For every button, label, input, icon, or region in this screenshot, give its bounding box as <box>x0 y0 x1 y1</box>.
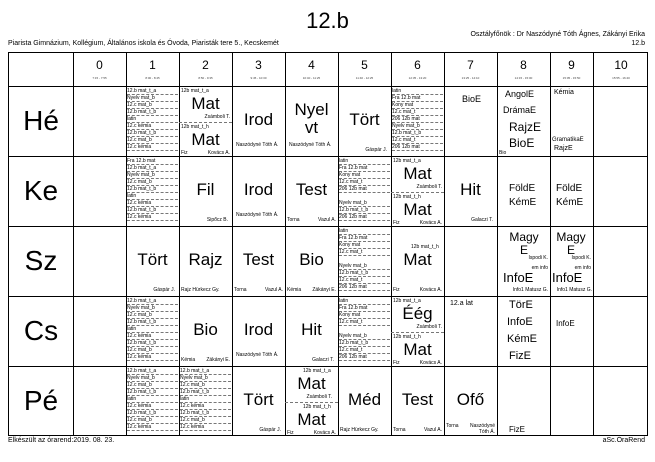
lesson-teacher: Galaczi T. <box>312 357 334 363</box>
lesson-teacher: Gáspár J. <box>153 287 175 293</box>
mini-lesson: 12.b mat_t_b <box>127 109 178 116</box>
lesson-subject: FizE <box>509 425 525 434</box>
period-header: 1 <box>149 58 156 72</box>
day-label: Cs <box>23 315 59 346</box>
mini-lesson: 12.c mat_t <box>339 249 390 256</box>
lesson-subject: Magy E <box>509 230 539 257</box>
lesson-group: 12b mat_t_a <box>181 88 209 94</box>
lesson-group: 12b mat_t_h <box>393 334 421 340</box>
period-time: 10:40 - 11:25 <box>302 76 321 80</box>
lesson-teacher: Zsámboli T. <box>416 184 442 190</box>
lesson-room: Kémia <box>181 357 196 363</box>
lesson-subject: Mat <box>191 130 220 149</box>
day-label: Sz <box>24 245 58 276</box>
period-header: 5 <box>361 58 368 72</box>
lesson-subject: Test <box>242 250 275 269</box>
mini-lesson: Kony mat <box>339 242 390 249</box>
mini-lesson: latin <box>127 116 178 123</box>
lesson-cell[interactable] <box>391 87 444 156</box>
lesson-teacher: Zsámboli T. <box>204 114 230 120</box>
mini-lesson: 12.b mat_t_b <box>127 340 178 347</box>
lesson-room: Torna <box>446 423 459 429</box>
lesson-subject: TörE <box>509 299 533 311</box>
footer-created: Elkészült az órarend:2019. 08. 23. <box>8 437 115 444</box>
mini-lesson: 12.c kémia <box>127 144 178 151</box>
lesson-subject: KémE <box>556 197 584 208</box>
period-time: 8:50 - 9:35 <box>198 76 213 80</box>
lesson-cell[interactable] <box>391 297 444 331</box>
lesson-subject: BioE <box>509 136 535 150</box>
mini-lesson: 12.c kémia <box>180 403 231 410</box>
lesson-subject: InfoE <box>507 316 533 328</box>
mini-lesson: 206 12b mat <box>339 214 390 221</box>
mini-lesson: Nyelv mat_b <box>127 375 178 382</box>
lesson-subject: Test <box>401 390 434 409</box>
mini-lesson: 12.c mat_b <box>127 417 178 424</box>
lesson-subject: InfoE <box>503 270 534 285</box>
lesson-teacher: Info1 Matusz G. <box>512 287 548 293</box>
lesson-group: em info <box>531 265 548 271</box>
class-teachers: Osztályfőnök : Dr Naszódyné Tóth Ágnes, Zákányi Erika <box>470 31 645 38</box>
lesson-subject: FöldE <box>556 183 583 194</box>
period-time: 15:05 - 15:50 <box>562 76 581 80</box>
mini-lesson: 12.c kémia <box>127 200 178 207</box>
mini-lesson: 12.c mat_b <box>127 179 178 186</box>
lesson-room: Torna <box>234 287 247 293</box>
lesson-cell[interactable] <box>550 87 593 156</box>
lesson-cell[interactable] <box>497 87 550 156</box>
lesson-cell[interactable] <box>179 87 232 121</box>
mini-lesson: Kony mat <box>339 312 390 319</box>
lesson-subject: GramatikaE <box>552 137 584 143</box>
mini-lesson: 12.c kémia <box>127 424 178 431</box>
lesson-subject: Irod <box>243 110 274 129</box>
mini-lesson: 12.b mat_t_b <box>392 130 443 137</box>
mini-lesson: 12.c mat_t <box>339 347 390 354</box>
mini-lesson: latin <box>339 298 390 305</box>
mini-lesson: 12.b mat_t_a <box>127 368 178 375</box>
lesson-group: 12b mat_t_h <box>181 124 209 130</box>
mini-lesson: 12.b mat_t_b <box>180 410 231 417</box>
period-time: 15:55 - 16:40 <box>612 76 630 80</box>
lesson-cell[interactable] <box>391 157 444 191</box>
day-label: Hé <box>23 105 59 136</box>
mini-lesson: latin <box>339 158 390 165</box>
period-header: 2 <box>202 58 209 72</box>
mini-lesson: Nyelv mat_b <box>339 200 390 207</box>
lesson-subject: Magy E <box>556 230 586 257</box>
lesson-cell[interactable] <box>126 367 179 436</box>
lesson-cell[interactable] <box>338 87 391 156</box>
mini-lesson: 12.b mat_t_a <box>127 88 178 95</box>
period-header: 3 <box>255 58 262 72</box>
lesson-cell[interactable] <box>550 227 593 296</box>
mini-lesson: 12.b mat_t_b <box>339 340 390 347</box>
lesson-subject: Tört <box>137 250 168 269</box>
mini-lesson: latin <box>339 228 390 235</box>
lesson-cell[interactable] <box>497 157 550 226</box>
lesson-cell[interactable] <box>338 227 391 296</box>
lesson-teacher: Naszódyné Tóth Á. <box>236 142 279 148</box>
lesson-cell[interactable] <box>126 297 179 366</box>
lesson-subject: Mat <box>191 94 220 113</box>
period-time: 8:00 - 8:45 <box>145 76 160 80</box>
lesson-cell[interactable] <box>391 192 444 227</box>
lesson-subject: InfoE <box>556 319 575 328</box>
lesson-cell[interactable] <box>179 297 232 366</box>
mini-lesson: latin <box>127 326 178 333</box>
lesson-subject: Mat <box>403 340 432 359</box>
lesson-teacher: Kovács A. <box>419 287 442 293</box>
period-header: 9 <box>568 58 575 72</box>
lesson-subject: Mat <box>403 250 432 269</box>
mini-lesson: Fra 12.b mat <box>392 95 443 102</box>
mini-lesson: 12.c mat_b <box>180 417 231 424</box>
lesson-cell[interactable] <box>232 297 285 366</box>
lesson-cell[interactable] <box>179 122 232 157</box>
mini-lesson: Nyelv mat_b <box>127 172 178 179</box>
lesson-cell[interactable] <box>444 367 497 436</box>
mini-lesson: 206 12b mat <box>392 116 443 123</box>
mini-lesson: 12.c mat_t <box>392 109 443 116</box>
lesson-cell[interactable] <box>391 332 444 367</box>
period-time: 7:15 - 7:55 <box>92 76 107 80</box>
lesson-teacher: Naszódyné Tóth Á. <box>236 212 279 218</box>
mini-lesson: 12.c mat_b <box>180 382 231 389</box>
mini-lesson: 12.c mat_b <box>127 312 178 319</box>
mini-lesson: 12.c mat_t <box>392 137 443 144</box>
lesson-subject: Nyel vt <box>294 100 329 137</box>
mini-lesson: latin <box>127 193 178 200</box>
period-time: 13:25 - 14:10 <box>461 76 480 80</box>
lesson-subject: KémE <box>507 333 537 345</box>
lesson-teacher: Gáspár J. <box>259 427 281 433</box>
lesson-subject: Hit <box>460 180 481 199</box>
lesson-room: Fiz <box>393 287 400 293</box>
lesson-teacher: Gáspár J. <box>365 147 387 153</box>
lesson-cell[interactable] <box>338 367 391 436</box>
lesson-cell[interactable] <box>285 402 338 437</box>
lesson-group: 12b mat_t_a <box>393 298 421 304</box>
lesson-cell[interactable] <box>126 157 179 226</box>
lesson-room: Fiz <box>393 360 400 366</box>
period-header: 0 <box>96 58 103 72</box>
mini-lesson: 12.b mat_t_b <box>127 207 178 214</box>
header-info <box>470 30 645 48</box>
lesson-subject: Tört <box>243 390 274 409</box>
mini-lesson: latin <box>180 396 231 403</box>
lesson-group: em info <box>574 265 591 271</box>
day-label: Ke <box>23 175 59 206</box>
period-header: 8 <box>520 58 527 72</box>
lesson-subject: Bio <box>193 320 218 339</box>
timetable-grid <box>8 52 648 436</box>
lesson-room: Torna <box>393 427 406 433</box>
mini-lesson: 12.c mat_t <box>339 319 390 326</box>
mini-lesson: 12.c kémia <box>127 354 178 361</box>
mini-lesson: Nyelv mat_b <box>339 263 390 270</box>
lesson-teacher: Naszódyné Tóth Á. <box>289 142 332 148</box>
lesson-subject: Irod <box>243 320 274 339</box>
mini-lesson: 12.c mat_b <box>127 382 178 389</box>
mini-lesson: 12.b mat_t_b <box>339 207 390 214</box>
lesson-cell[interactable] <box>179 227 232 296</box>
mini-lesson: Nyelv mat_b <box>339 333 390 340</box>
lesson-cell[interactable] <box>338 297 391 366</box>
school-name: Piarista Gimnázium, Kollégium, Általános iskola és Óvoda, Piaristák tere 5., Kecskemét <box>8 40 279 47</box>
lesson-teacher: Info1 Matusz G. <box>556 287 592 293</box>
mini-lesson: 206 12b mat <box>339 354 390 361</box>
period-header: 6 <box>414 58 421 72</box>
lesson-cell[interactable] <box>232 227 285 296</box>
lesson-teacher: Naszódyné Tóth Á. <box>236 352 279 358</box>
mini-lesson: 12.c kémia <box>127 123 178 130</box>
lesson-teacher: Kovács A. <box>419 220 442 226</box>
lesson-cell[interactable] <box>285 367 338 401</box>
lesson-cell[interactable] <box>497 297 550 366</box>
period-time: 12:35 - 13:20 <box>408 76 427 80</box>
mini-lesson: 12.b mat_t_b <box>127 389 178 396</box>
lesson-cell[interactable] <box>444 87 497 156</box>
mini-lesson: Nyelv mat_b <box>180 375 231 382</box>
lesson-subject: Mat <box>297 374 326 393</box>
mini-lesson: 12.b mat_t_a <box>127 165 178 172</box>
mini-lesson: 206 12b mat <box>392 144 443 151</box>
lesson-cell[interactable] <box>391 367 444 436</box>
mini-lesson: 12.b mat_t_b <box>180 389 231 396</box>
lesson-subject: Kémia <box>554 89 574 96</box>
lesson-cell[interactable] <box>497 227 550 296</box>
lesson-cell[interactable] <box>179 367 232 436</box>
mini-lesson: 12.c kémia <box>127 214 178 221</box>
lesson-cell[interactable] <box>338 157 391 226</box>
grid-line <box>73 53 74 435</box>
lesson-room: Fiz <box>393 220 400 226</box>
lesson-subject: DrámaE <box>503 105 537 115</box>
lesson-group: 12b mat_t_a <box>393 158 421 164</box>
lesson-teacher: Rajz Hürkecz Gy. <box>181 287 220 293</box>
mini-lesson: 12.c mat_t <box>339 179 390 186</box>
day-label: Pé <box>23 385 59 416</box>
lesson-teacher: Zákányi E. <box>206 357 230 363</box>
lesson-teacher: Vazul A. <box>318 217 336 223</box>
lesson-room: Torna <box>287 217 300 223</box>
mini-lesson: 206 12b mat <box>339 186 390 193</box>
mini-lesson: 12.c kémia <box>180 424 231 431</box>
mini-lesson: Fra 12.b mat <box>127 158 178 165</box>
lesson-subject: Mat <box>403 200 432 219</box>
lesson-teacher: Vazul A. <box>265 287 283 293</box>
lesson-cell[interactable] <box>444 157 497 226</box>
lesson-subject: Hit <box>301 320 322 339</box>
mini-lesson: Fra 12.b mat <box>339 305 390 312</box>
footer-brand: aSc.ÓraRend <box>602 437 645 444</box>
lesson-teacher: Ispodi K. <box>571 255 591 261</box>
grid-line <box>593 53 594 435</box>
lesson-room: Kémia <box>287 287 302 293</box>
lesson-teacher: Kovács A. <box>207 150 230 156</box>
mini-lesson: 12.b mat_t_b <box>127 410 178 417</box>
lesson-subject: Ofő <box>456 390 485 409</box>
mini-lesson: latin <box>392 88 443 95</box>
lesson-cell[interactable] <box>126 227 179 296</box>
mini-lesson: 12.b mat_t_b <box>127 130 178 137</box>
mini-lesson: Nyelv mat_b <box>127 95 178 102</box>
lesson-subject: Mat <box>403 164 432 183</box>
mini-lesson: 12.c kémia <box>127 403 178 410</box>
mini-lesson: Fra 12.b mat <box>339 235 390 242</box>
mini-lesson: latin <box>127 396 178 403</box>
lesson-subject: Mat <box>297 410 326 429</box>
class-tag: 12.b <box>631 40 645 47</box>
mini-lesson: 12.b mat_t_b <box>127 186 178 193</box>
lesson-cell[interactable] <box>550 297 593 366</box>
mini-lesson: Fra 12.b mat <box>339 165 390 172</box>
lesson-room: Fiz <box>287 430 294 436</box>
lesson-cell[interactable] <box>497 367 550 436</box>
lesson-teacher: Ispodi K. <box>528 255 548 261</box>
lesson-group: 12b mat_t_a <box>303 368 331 374</box>
lesson-cell[interactable] <box>179 157 232 226</box>
period-header: 4 <box>308 58 315 72</box>
lesson-cell[interactable] <box>285 227 338 296</box>
lesson-teacher: Kovács A. <box>313 430 336 436</box>
lesson-room: Bio <box>499 150 507 156</box>
lesson-subject: Test <box>295 180 328 199</box>
mini-lesson: 206 12b mat <box>339 284 390 291</box>
lesson-teacher: Rajz Hürkecz Gy. <box>340 427 379 433</box>
lesson-cell[interactable] <box>550 157 593 226</box>
mini-lesson: Nyelv mat_b <box>392 123 443 130</box>
mini-lesson: 12.b mat_t_a <box>180 368 231 375</box>
lesson-subject: RajzE <box>554 145 573 152</box>
lesson-subject: RajzE <box>509 120 542 134</box>
lesson-cell[interactable] <box>232 367 285 436</box>
period-header: 10 <box>614 58 628 72</box>
lesson-subject: Tört <box>349 110 380 129</box>
lesson-cell[interactable] <box>232 87 285 156</box>
lesson-room: Fiz <box>181 150 188 156</box>
lesson-group: 12b mat_t_h <box>303 404 331 410</box>
mini-lesson: Kony mat <box>339 172 390 179</box>
lesson-subject: InfoE <box>552 270 583 285</box>
mini-lesson: 12.b mat_t_b <box>127 319 178 326</box>
mini-lesson: 12.c kémia <box>127 333 178 340</box>
lesson-cell[interactable] <box>232 157 285 226</box>
lesson-subject: Bio <box>299 250 324 269</box>
lesson-cell[interactable] <box>444 297 497 366</box>
mini-lesson: Kony mat <box>392 102 443 109</box>
period-time: 14:15 - 15:00 <box>514 76 533 80</box>
lesson-cell[interactable] <box>285 297 338 366</box>
lesson-cell[interactable] <box>285 87 338 156</box>
lesson-group: 12b mat_t_h <box>411 244 439 250</box>
lesson-teacher: Kovács A. <box>419 360 442 366</box>
period-time: 9:45 - 10:30 <box>250 76 267 80</box>
lesson-subject: BioE <box>462 94 482 104</box>
lesson-subject: AngolE <box>505 89 535 99</box>
lesson-subject: 12.a lat <box>450 300 473 307</box>
lesson-subject: Fil <box>196 180 215 199</box>
lesson-subject: FizE <box>509 350 531 362</box>
mini-lesson: 12.c mat_t <box>339 277 390 284</box>
lesson-subject: Rajz <box>188 250 223 269</box>
lesson-teacher: Sipőcz B. <box>206 217 228 223</box>
lesson-group: 12b mat_t_h <box>393 194 421 200</box>
mini-lesson: Nyelv mat_b <box>127 305 178 312</box>
lesson-teacher: Zsámboli T. <box>416 324 442 330</box>
period-time: 11:40 - 12:25 <box>355 76 374 80</box>
lesson-cell[interactable] <box>285 157 338 226</box>
lesson-teacher: Zákányi E. <box>312 287 336 293</box>
lesson-teacher: Vazul A. <box>424 427 442 433</box>
lesson-cell[interactable] <box>126 87 179 156</box>
lesson-subject: KémE <box>509 197 537 208</box>
lesson-subject: FöldE <box>509 183 536 194</box>
mini-lesson: 12.b mat_t_b <box>339 270 390 277</box>
lesson-teacher: Naszódyné Tóth Á. <box>469 423 495 435</box>
page-title: 12.b <box>306 8 349 33</box>
lesson-subject: Irod <box>243 180 274 199</box>
lesson-subject: Méd <box>347 390 382 409</box>
lesson-teacher: Zsámboli T. <box>306 394 332 400</box>
lesson-subject: Éég <box>402 304 433 323</box>
mini-lesson: 12.c mat_b <box>127 137 178 144</box>
period-header: 7 <box>467 58 474 72</box>
mini-lesson: 12.c mat_b <box>127 102 178 109</box>
mini-lesson: 12.b mat_t_a <box>127 298 178 305</box>
mini-lesson: 12.c mat_b <box>127 347 178 354</box>
lesson-teacher: Galaczi T. <box>471 217 493 223</box>
lesson-cell[interactable] <box>391 227 444 296</box>
